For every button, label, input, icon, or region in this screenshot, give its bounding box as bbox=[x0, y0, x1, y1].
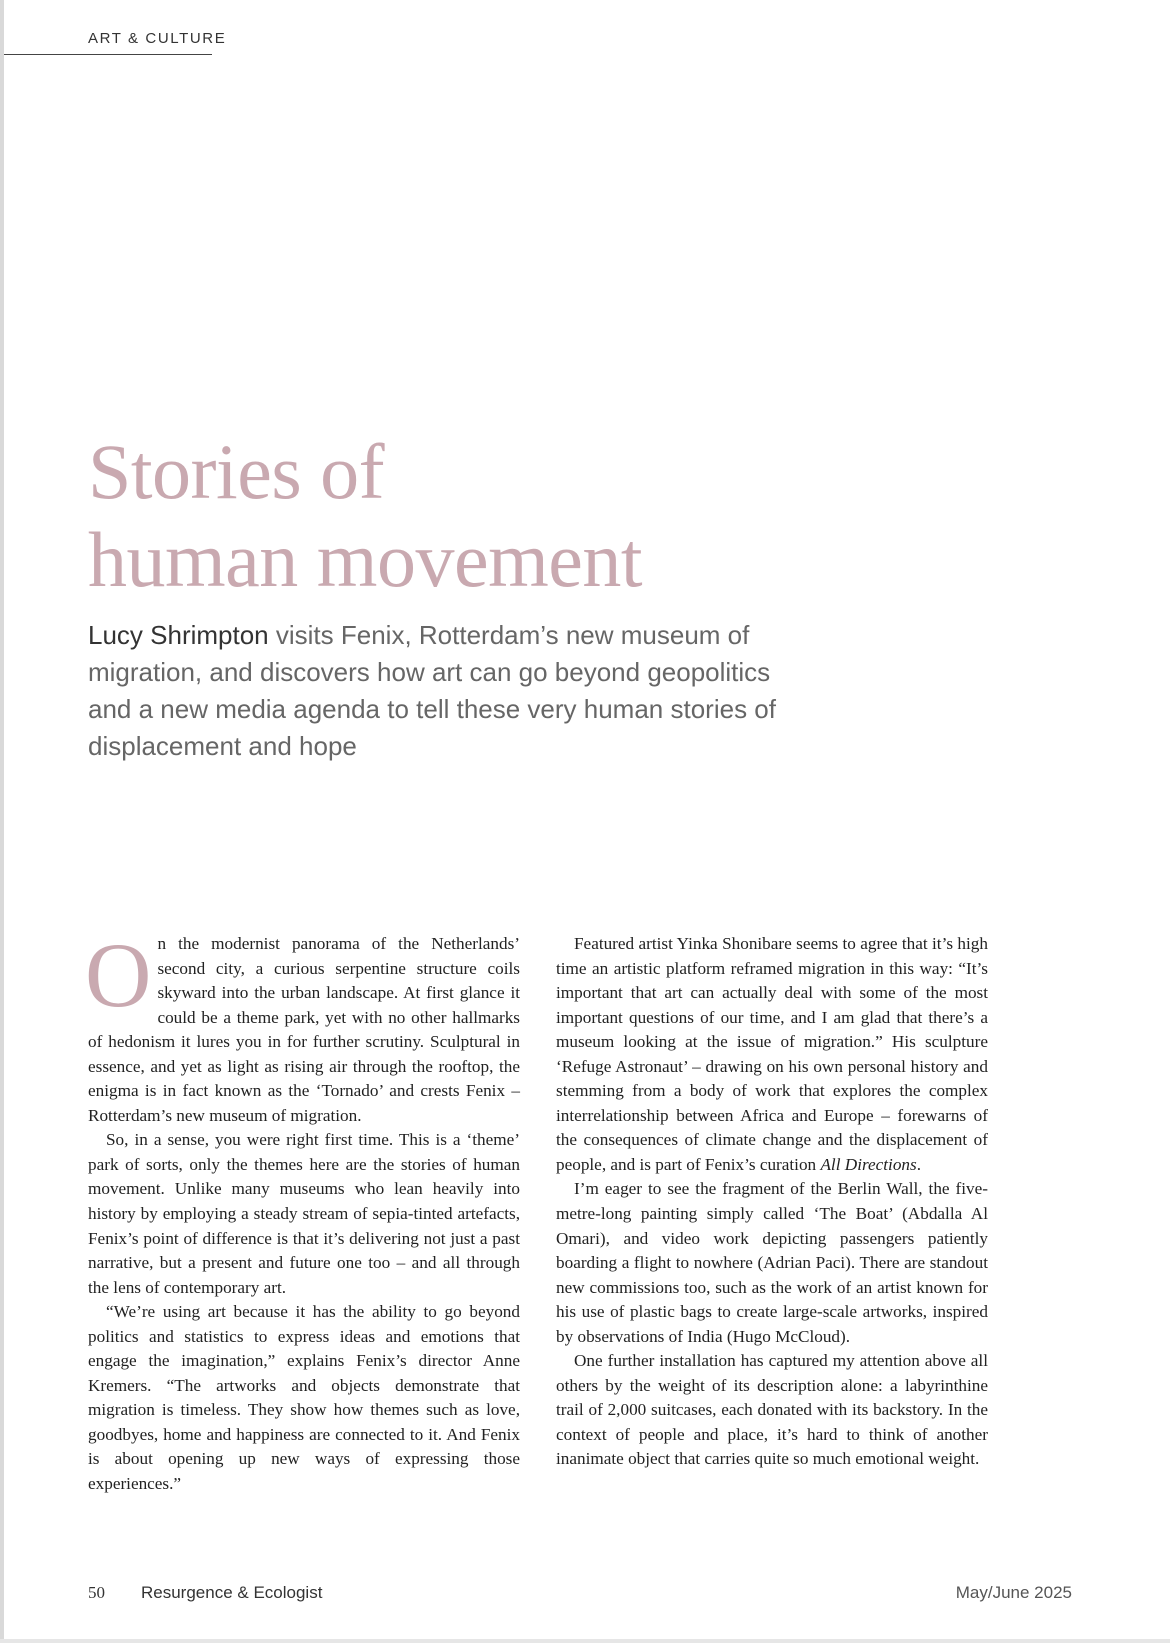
paragraph-text: Featured artist Yinka Shonibare seems to agree that it’s high time an artistic platform reframed migration in this way: “It’s important that art can actually deal with some of the most important questions of our time, and I am glad that there’s a museum looking at the issue of migration.” His sculpture ‘Refuge Astronaut’ – drawing on his own personal history and stemming from a body of work that explores the complex interrelationship between Africa and Europe – forewarns of the consequences of climate change and the displacement of people, and is part of Fenix’s curation bbox=[556, 934, 988, 1174]
page-number: 50 bbox=[88, 1583, 105, 1602]
page-bottom-edge bbox=[0, 1639, 1170, 1643]
paragraph-end: . bbox=[916, 1154, 922, 1174]
standfirst-text: visits Fenix, Rotterdam’s new museum of migration, and discovers how art can go beyond geopolitics and a new media agenda to tell these very human stories of displacement and hope bbox=[88, 620, 776, 761]
page-left-edge bbox=[0, 0, 4, 1643]
paragraph: So, in a sense, you were right first time. This is a ‘theme’ park of sorts, only the themes here are the stories of human movement. Unlike many museums who lean heavily into history by employing a steady stream of sepia-tinted artefacts, Fenix’s point of difference is that it’s delivering not just a past narrative, but a present and future one too – and all through the lens of contemporary art. bbox=[88, 1130, 520, 1297]
body-column-right bbox=[556, 932, 988, 1472]
issue-date: May/June 2025 bbox=[955, 1583, 1072, 1602]
article-headline bbox=[88, 428, 642, 604]
paragraph bbox=[556, 932, 988, 1177]
standfirst bbox=[88, 617, 788, 765]
paragraph: One further installation has captured my attention above all others by the weight of its description alone: a labyrinthine trail of 2,000 suitcases, each donated with its backstory. In the context of people and place, it’s hard to think of another inanimate object that carries quite so much emotional weight. bbox=[556, 1351, 988, 1469]
headline-line-2: human movement bbox=[88, 516, 643, 603]
magazine-name: Resurgence & Ecologist bbox=[141, 1583, 323, 1602]
author-byline: Lucy Shrimpton bbox=[88, 620, 269, 650]
body-column-left bbox=[85, 924, 520, 1497]
paragraph: I’m eager to see the fragment of the Berlin Wall, the five-metre-long painting simply called ‘The Boat’ (Abdalla Al Omari), and video work depicting passengers patiently boarding a flight to nowhere (Adrian Paci). There are standout new commissions too, such as the work of an artist known for his use of plastic bags to create large-scale artworks, inspired by observations of India (Hugo McCloud). bbox=[556, 1179, 988, 1346]
paragraph bbox=[85, 924, 520, 1128]
exhibition-title: All Directions bbox=[820, 1154, 917, 1174]
paragraph-text: n the modernist panorama of the Netherlands’ second city, a curious serpentine structure coils skyward into the urban landscape. At first glance it could be a theme park, yet with no other hallmarks of hedonism it lures you in for further scrutiny. Sculptural in essence, and yet as light as rising air through the rooftop, the enigma is in fact known as the ‘Tornado’ and crests Fenix – Rotterdam’s new museum of migration. bbox=[88, 934, 520, 1125]
paragraph: “We’re using art because it has the ability to go beyond politics and statistics to express ideas and emotions that engage the imagination,” explains Fenix’s director Anne Kremers. “The artworks and objects demonstrate that migration is timeless. They show how themes such as love, goodbyes, home and happiness are connected to it. And Fenix is about opening up new ways of expressing those experiences.” bbox=[88, 1302, 520, 1494]
drop-cap: O bbox=[85, 924, 152, 1026]
headline-line-1: Stories of bbox=[88, 428, 385, 515]
section-label: ART & CULTURE bbox=[88, 30, 227, 47]
section-rule bbox=[4, 54, 212, 55]
